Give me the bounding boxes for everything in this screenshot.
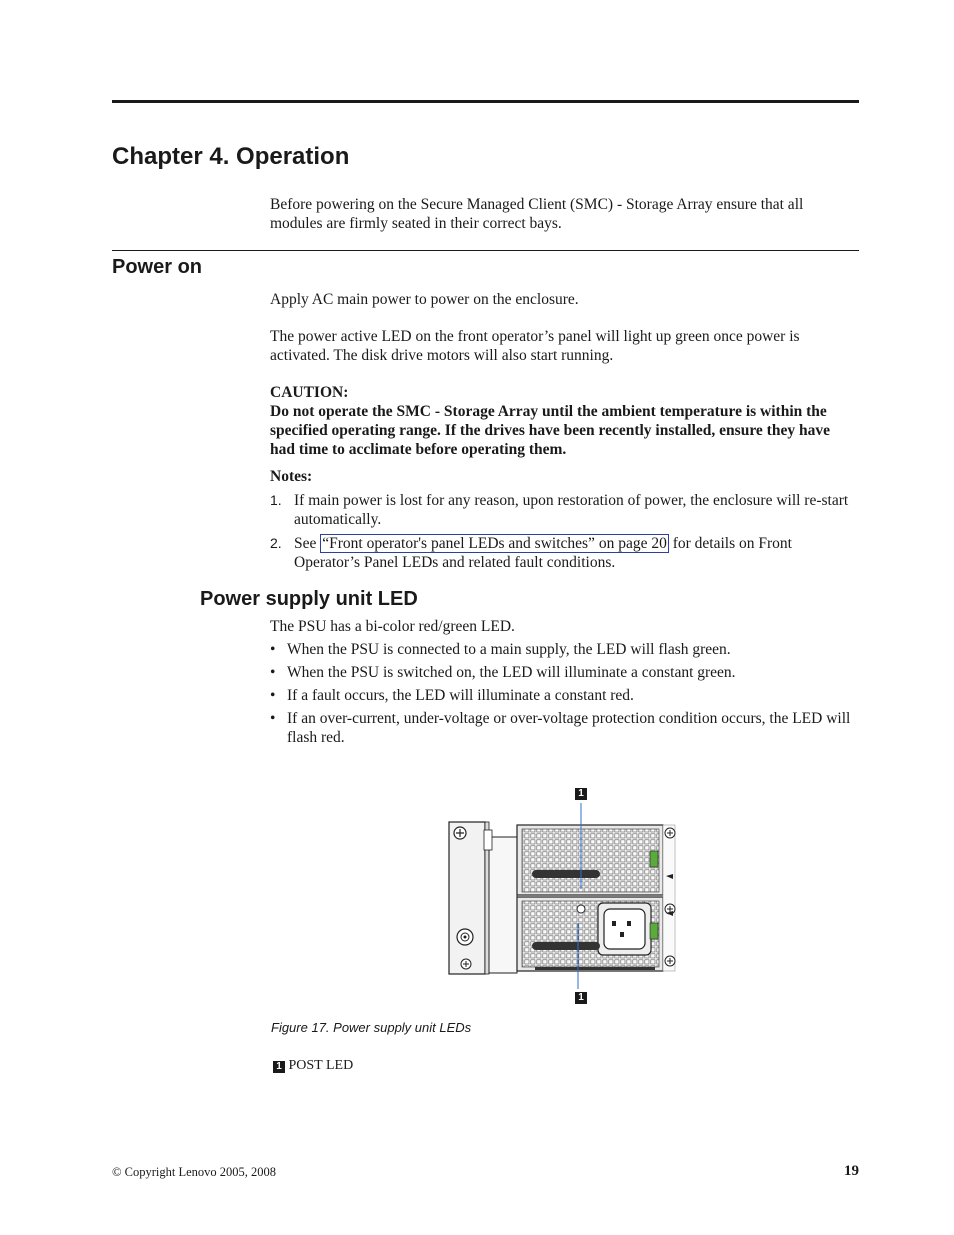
- power-on-heading: Power on: [112, 256, 203, 278]
- callout-top: 1: [575, 788, 587, 800]
- bullet-item: [270, 709, 858, 747]
- bullet-text: If a fault occurs, the LED will illuminate a constant red.: [287, 687, 634, 704]
- bullet-glyph: •: [270, 687, 276, 704]
- bullet-item: [270, 663, 858, 682]
- note-item: [270, 534, 858, 572]
- power-on-paragraph-1: Apply AC main power to power on the enclosure.: [270, 291, 579, 308]
- front-panel-leds-link[interactable]: “Front operator's panel LEDs and switches” on page 20: [322, 535, 667, 552]
- section-rule: [112, 250, 859, 251]
- bullet-text: If an over-current, under-voltage or over-voltage protection condition occurs, the LED will flash red.: [287, 710, 851, 746]
- bullet-glyph: •: [270, 664, 276, 681]
- top-rule: [112, 100, 859, 103]
- bullet-text: When the PSU is connected to a main supply, the LED will flash green.: [287, 641, 731, 658]
- caution-label: CAUTION:: [270, 384, 349, 401]
- note-text-pre: See: [294, 535, 321, 552]
- legend-text: POST LED: [288, 1058, 354, 1073]
- bullet-glyph: •: [270, 641, 276, 658]
- footer-copyright: © Copyright Lenovo 2005, 2008: [112, 1165, 277, 1179]
- page-number: 19: [844, 1163, 859, 1179]
- bullet-item: [270, 686, 858, 705]
- caution-text: Do not operate the SMC - Storage Array until the ambient temperature is within the specified operating range. If the drives have been recently installed, ensure they have had time to acclimate before operating them.: [270, 403, 830, 458]
- psu-led-bullets: [270, 640, 858, 747]
- legend-callout: 1: [273, 1061, 285, 1073]
- bullet-item: [270, 640, 858, 659]
- note-text: If main power is lost for any reason, upon restoration of power, the enclosure will re-start automatically.: [294, 492, 849, 528]
- psu-led-intro: The PSU has a bi-color red/green LED.: [270, 618, 515, 635]
- psu-figure: [440, 785, 685, 1005]
- callout-bottom: 1: [575, 992, 587, 1004]
- bullet-glyph: •: [270, 710, 276, 727]
- figure-legend: [273, 1058, 353, 1074]
- chapter-title: Chapter 4. Operation: [112, 143, 350, 170]
- psu-led-heading: Power supply unit LED: [200, 588, 418, 610]
- notes-label: Notes:: [270, 468, 313, 485]
- psu-illustration: [440, 785, 685, 1005]
- bullet-text: When the PSU is switched on, the LED will illuminate a constant green.: [287, 664, 736, 681]
- power-on-paragraph-2: The power active LED on the front operator’s panel will light up green once power is activated. The disk drive motors will also start running.: [270, 328, 800, 364]
- note-number: 2.: [270, 535, 282, 551]
- notes-list: [270, 491, 858, 572]
- note-item: [270, 491, 858, 529]
- chapter-intro: Before powering on the Secure Managed Client (SMC) - Storage Array ensure that all modules are firmly seated in their correct bays.: [270, 196, 804, 232]
- figure-caption: Figure 17. Power supply unit LEDs: [271, 1020, 472, 1035]
- note-number: 1.: [270, 492, 282, 508]
- note-text-post: for details on Front Operator’s Panel LEDs and related fault conditions.: [294, 535, 792, 571]
